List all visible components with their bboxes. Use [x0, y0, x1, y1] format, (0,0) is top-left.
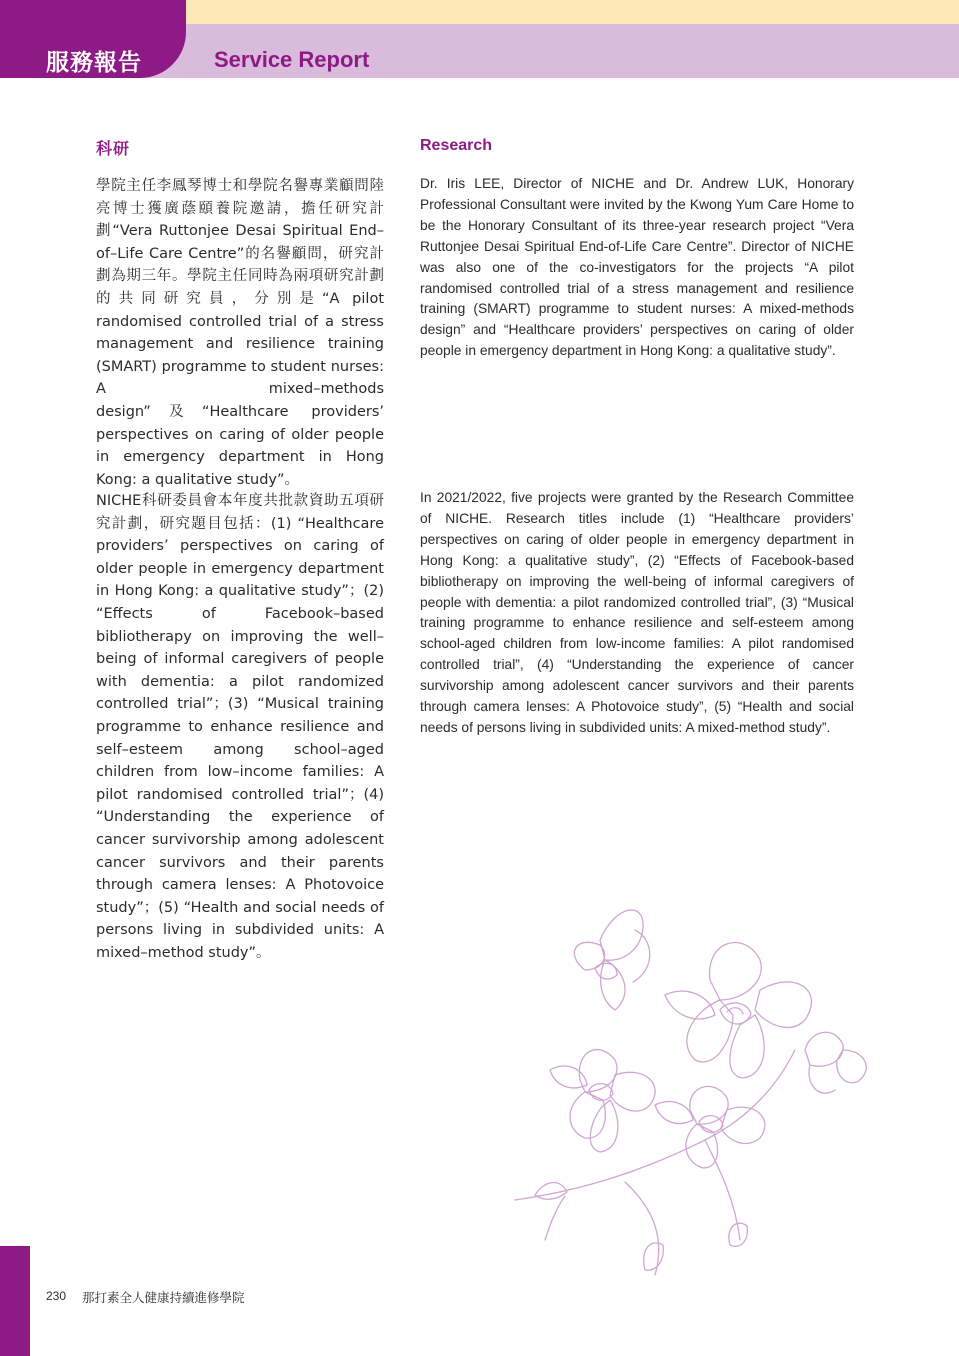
chinese-paragraph-1: 學院主任李鳳琴博士和學院名譽專業顧問陸亮博士獲廣蔭頤養院邀請，擔任研究計劃“Vera Ruttonjee Desai Spiritual End–of–Life Care Centre”的名譽顧問，研究計劃為期三年。學院主任同時為兩項研究計劃的共同研究員，分別是“A pilot randomised controlled trial of a stress management and resilience training (SMART) programme to student nurses: A mixed–methods design”及“Healthcare providers’ perspectives on caring of older people in emergency department in Hong Kong: a qualitative study”。 [96, 178, 384, 488]
section-title-english: Service Report [214, 47, 370, 72]
page-number: 230 [46, 1289, 67, 1303]
english-paragraph-1: Dr. Iris LEE, Director of NICHE and Dr. Andrew LUK, Honorary Professional Consultant were invited by the Kwong Yum Care Home to be the Honorary Consultant of its three-year research project “Vera Ruttonjee Desai Spiritual End-of-Life Care Centre”. Director of NICHE was also one of the co-investigators for the projects “A pilot randomised controlled trial of a stress management and resilience training (SMART) programme to student nurses: A mixed-methods design” and “Healthcare providers’ perspectives on caring of older people in emergency department in Hong Kong: a qualitative study”. [420, 176, 854, 359]
footer-accent-bar [0, 1246, 30, 1356]
section-title-chinese: 服務報告 [46, 50, 142, 76]
chinese-paragraph-2: NICHE科研委員會本年度共批款資助五項研究計劃，研究題目包括：(1) “Healthcare providers’ perspectives on caring of older people in emergency department in Hong Kong: a qualitative study”；(2) “Effects of Facebook–based bibliotherapy on improving the well–being of informal caregivers of people with dementia: a pilot randomized controlled trial”；(3) “Musical training programme to enhance resilience and self–esteem among school–aged children from low–income families: A pilot randomised controlled trial”；(4) “Understanding the experience of cancer survivorship among adolescent cancer survivors and their parents through camera lenses: A Photovoice study”；(5) “Health and social needs of persons living in subdivided units: A mixed–method study”。 [96, 493, 384, 961]
research-heading-chinese: 科研 [96, 139, 131, 158]
orchid-illustration-icon [505, 900, 885, 1285]
english-paragraph-2: In 2021/2022, five projects were granted by the Research Committee of NICHE. Research titles include (1) “Healthcare providers’ perspectives on caring of older people in emergency department in Hong Kong: a qualitative study”, (2) “Effects of Facebook-based bibliotherapy on improving the well-being of informal caregivers of people with dementia: a pilot randomized controlled trial”, (3) “Musical training programme to enhance resilience and self-esteem among school-aged children from low-income families: A pilot randomised controlled trial”, (4) “Understanding the experience of cancer survivorship among adolescent cancer survivors and their parents through camera lenses: A Photovoice study”, (5) “Health and social needs of persons living in subdivided units: A mixed-method study”. [420, 490, 854, 735]
research-heading-english: Research [420, 137, 493, 154]
institution-name: 那打素全人健康持續進修學院 [82, 1290, 245, 1305]
